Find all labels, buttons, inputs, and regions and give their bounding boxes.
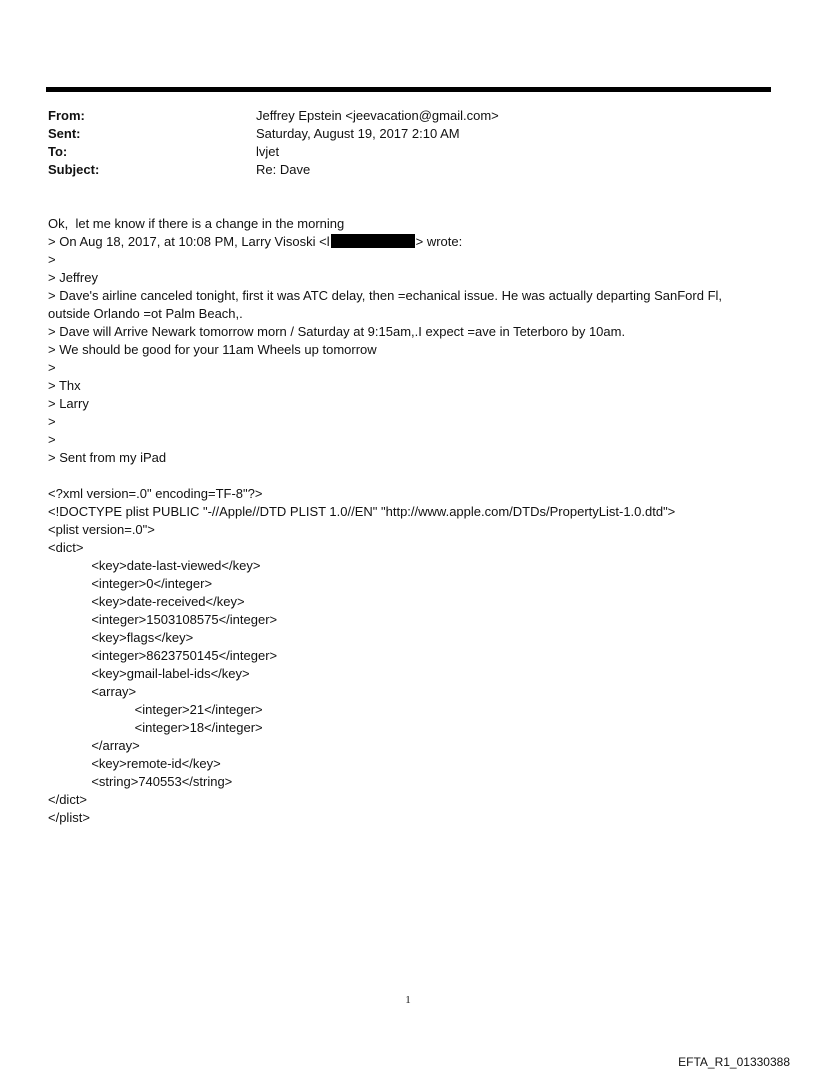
quoted-line: > Sent from my iPad xyxy=(48,450,167,465)
quote-attribution xyxy=(48,233,462,251)
plist-line: <key>date-last-viewed</key> xyxy=(48,558,261,573)
plist-line: <array> xyxy=(48,684,137,699)
header-rule xyxy=(46,87,771,92)
plist-line: <?xml version=.0" encoding=TF-8"?> xyxy=(48,486,263,501)
from-value: Jeffrey Epstein <jeevacation@gmail.com> xyxy=(256,108,499,123)
from-label: From: xyxy=(48,108,85,123)
plist-line: <integer>21</integer> xyxy=(48,702,263,717)
bates-number: EFTA_R1_01330388 xyxy=(678,1055,790,1069)
quoted-line: > We should be good for your 11am Wheels up tomorrow xyxy=(48,342,377,357)
quoted-line: > Dave will Arrive Newark tomorrow morn / Saturday at 9:15am,.I expect =ave in Teterboro by 10am. xyxy=(48,324,626,339)
to-value: lvjet xyxy=(256,144,280,159)
plist-line: </plist> xyxy=(48,810,90,825)
plist-line: <plist version=.0"> xyxy=(48,522,155,537)
sent-label: Sent: xyxy=(48,126,81,141)
sent-value: Saturday, August 19, 2017 2:10 AM xyxy=(256,126,460,141)
reply-text: Ok, let me know if there is a change in the morning xyxy=(48,216,345,231)
page-number: 1 xyxy=(405,994,411,1006)
plist-line: <key>flags</key> xyxy=(48,630,194,645)
quoted-line: > xyxy=(48,414,56,429)
plist-line: <integer>1503108575</integer> xyxy=(48,612,278,627)
quote-prefix: > On Aug 18, 2017, at 10:08 PM, Larry Visoski <l xyxy=(48,234,330,249)
quoted-line: > Dave's airline canceled tonight, first it was ATC delay, then =echanical issue. He was actually departing SanFord Fl, xyxy=(48,288,723,303)
quoted-line: outside Orlando =ot Palm Beach,. xyxy=(48,306,243,321)
plist-line: <key>remote-id</key> xyxy=(48,756,221,771)
quoted-line: > Larry xyxy=(48,396,89,411)
redaction-block xyxy=(331,234,415,248)
subject-value: Re: Dave xyxy=(256,162,311,177)
plist-line: <string>740553</string> xyxy=(48,774,233,789)
quote-suffix: > wrote: xyxy=(415,234,463,249)
plist-line: <dict> xyxy=(48,540,84,555)
plist-line: <integer>8623750145</integer> xyxy=(48,648,278,663)
quoted-line: > Jeffrey xyxy=(48,270,98,285)
subject-label: Subject: xyxy=(48,162,100,177)
plist-line: </dict> xyxy=(48,792,88,807)
quoted-line: > xyxy=(48,360,56,375)
quoted-line: > xyxy=(48,432,56,447)
quoted-line: > xyxy=(48,252,56,267)
plist-line: <integer>18</integer> xyxy=(48,720,263,735)
plist-line: <key>date-received</key> xyxy=(48,594,245,609)
plist-line: </array> xyxy=(48,738,140,753)
plist-line: <integer>0</integer> xyxy=(48,576,213,591)
to-label: To: xyxy=(48,144,68,159)
quoted-line: > Thx xyxy=(48,378,81,393)
plist-line: <key>gmail-label-ids</key> xyxy=(48,666,250,681)
plist-line: <!DOCTYPE plist PUBLIC "-//Apple//DTD PLIST 1.0//EN" "http://www.apple.com/DTDs/PropertyList-1.0.dtd"> xyxy=(48,504,676,519)
